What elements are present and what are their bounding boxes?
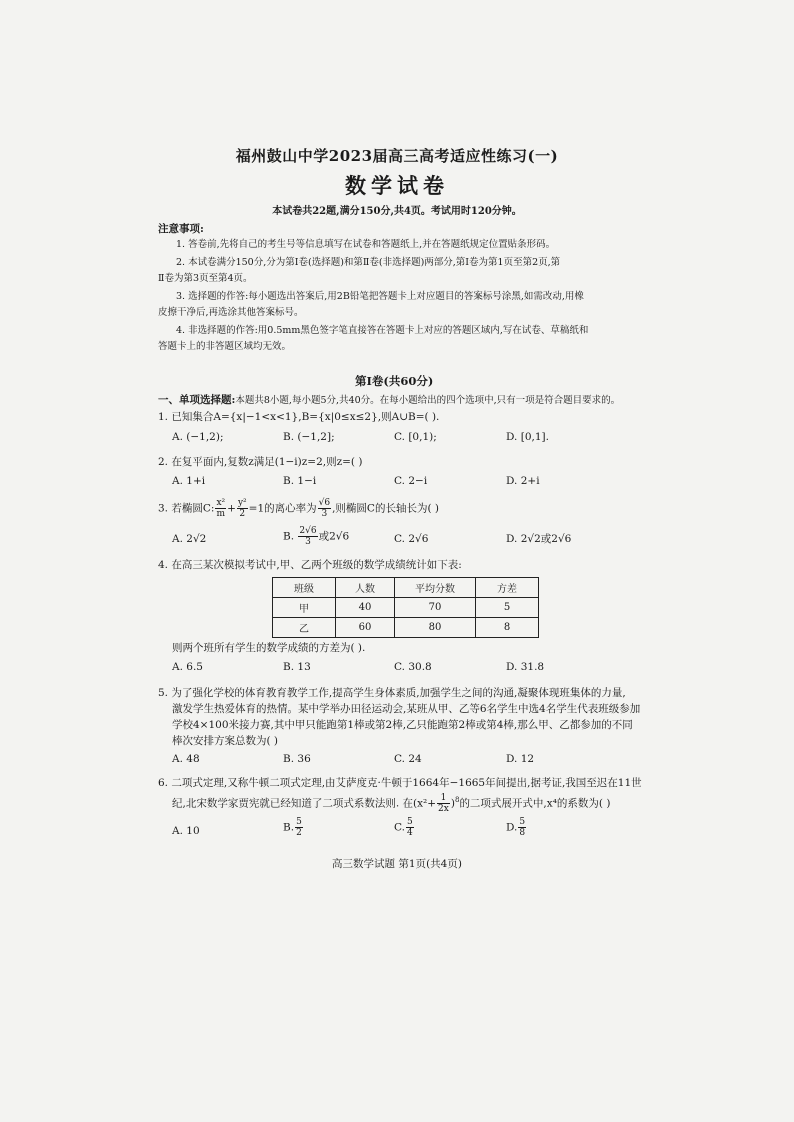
q5-option-a: A. 48: [172, 753, 200, 765]
q5-option-c: C. 24: [394, 753, 422, 765]
table-cell: 80: [395, 618, 476, 638]
table-cell: 70: [395, 598, 476, 618]
table-header: 平均分数: [395, 578, 476, 598]
table-row: [273, 598, 539, 618]
section-heading-text: 本题共8小题,每小题5分,共40分。在每小题给出的四个选项中,只有一项是符合题目要求的。: [235, 395, 621, 406]
q5-option-b: B. 36: [283, 753, 311, 765]
section-title: 第Ⅰ卷(共60分): [355, 374, 434, 388]
q2-option-c: C. 2−i: [394, 475, 428, 487]
q6-line: 纪,北宋数学家贾宪就已经知道了二项式系数法则. 在(x²+ $\frac{1}{2x}$ )$^8$的二项式展开式中,x⁴的系数为( ): [172, 793, 611, 814]
table-header: 人数: [336, 578, 395, 598]
q1-option-a: A. (−1,2);: [172, 431, 224, 443]
subject-title: 数学试卷: [345, 173, 449, 198]
note-item: 答题卡上的非答题区域均无效。: [158, 341, 292, 352]
q2-option-a: A. 1+i: [172, 475, 206, 487]
q3-option-a: A. 2√2: [172, 533, 207, 545]
table-row: [273, 618, 539, 638]
q1-option-c: C. [0,1);: [394, 431, 437, 443]
table-cell: 40: [336, 598, 395, 618]
q4-stem: 4. 在高三某次模拟考试中,甲、乙两个班级的数学成绩统计如下表:: [158, 559, 462, 571]
q4-option-b: B. 13: [283, 661, 311, 673]
note-item: 皮擦干净后,再选涂其他答案标号。: [158, 307, 304, 318]
q3-fraction-y: $\frac{\text{y²}}{2}$: [237, 498, 247, 519]
q6-line: 6. 二项式定理,又称牛顿二项式定理,由艾萨度克·牛顿于1664年−1665年间提出,据考证,我国至迟在11世: [158, 777, 642, 789]
q4-option-c: C. 30.8: [394, 661, 432, 673]
table-header-row: [273, 578, 539, 598]
exam-info: 本试卷共22题,满分150分,共4页。考试用时120分钟。: [272, 206, 522, 217]
note-item: 1. 答卷前,先将自己的考生号等信息填写在试卷和答题纸上,并在答题纸规定位置贴条形码。: [176, 239, 556, 250]
q6-option-d: D. $\frac{5}{8}$: [506, 817, 526, 838]
page-footer: 高三数学试题 第1页(共4页): [332, 858, 462, 870]
q4-option-a: A. 6.5: [172, 661, 203, 673]
q1-stem: 1. 已知集合A={x|−1<x<1},B={x|0≤x≤2},则A∪B=( ).: [158, 411, 440, 423]
table-header: 班级: [273, 578, 336, 598]
note-item: 3. 选择题的作答:每小题选出答案后,用2B铅笔把答题卡上对应题目的答案标号涂黑,如需改动,用橡: [176, 291, 584, 302]
note-item: 2. 本试卷满分150分,分为第Ⅰ卷(选择题)和第Ⅱ卷(非选择题)两部分,第Ⅰ卷为第1页至第2页,第: [176, 257, 561, 268]
q3-prefix: 3. 若椭圆C:: [158, 502, 215, 515]
table-cell: 5: [476, 598, 539, 618]
q1-option-d: D. [0,1].: [506, 431, 549, 443]
section-heading: [158, 393, 620, 408]
q6-option-b: B. $\frac{5}{2}$: [283, 817, 302, 838]
table-cell: 8: [476, 618, 539, 638]
q3-fraction-e: $\frac{√6}{3}$: [318, 498, 331, 519]
table-cell: 乙: [273, 618, 336, 638]
q6-option-a: A. 10: [172, 825, 200, 837]
q3-option-d: D. 2√2或2√6: [506, 533, 572, 545]
q5-line: 棒次安排方案总数为( ): [172, 735, 279, 747]
q2-option-b: B. 1−i: [283, 475, 317, 487]
note-item: Ⅱ卷为第3页至第4页。: [158, 273, 253, 284]
table-cell: 60: [336, 618, 395, 638]
q5-line: 激发学生热爱体育的热情。某中学举办田径运动会,某班从甲、乙等6名学生中选4名学生代表班级参加: [172, 703, 641, 715]
q2-option-d: D. 2+i: [506, 475, 540, 487]
note-item: 4. 非选择题的作答:用0.5mm黑色签字笔直接答在答题卡上对应的答题区域内,写在试卷、草稿纸和: [176, 325, 589, 336]
q5-line: 学校4×100米接力赛,其中甲只能跑第1棒或第2棒,乙只能跑第2棒或第4棒,那么甲、乙都参加的不同: [172, 719, 633, 731]
section-heading-label: 一、单项选择题:: [158, 394, 236, 406]
q2-stem: 2. 在复平面内,复数z满足(1−i)z=2,则z=( ): [158, 456, 363, 468]
table-cell: 甲: [273, 598, 336, 618]
q4-option-d: D. 31.8: [506, 661, 545, 673]
school-title: 福州鼓山中学2023届高三高考适应性练习(一): [235, 147, 559, 165]
q3-stem: 3. 若椭圆C: $\frac{\text{x²}}{m}$ + $\frac{\text{y²}}{2}$ =1的离心率为 $\frac{√6}{3}$ ,则椭圆C的长轴长为( ): [158, 498, 439, 519]
notes-heading: 注意事项:: [158, 223, 204, 235]
q3-fraction-x: $\frac{\text{x²}}{m}$: [216, 498, 226, 519]
q5-line: 5. 为了强化学校的体育教育教学工作,提高学生身体素质,加强学生之间的沟通,凝聚体现班集体的力量,: [158, 687, 626, 699]
q4-question: 则两个班所有学生的数学成绩的方差为( ).: [172, 642, 366, 654]
table-header: 方差: [476, 578, 539, 598]
q3-option-b: B. $\frac{2√6}{3}$ 或2√6: [283, 526, 350, 547]
q3-option-c: C. 2√6: [394, 533, 429, 545]
score-table: [272, 577, 539, 638]
q6-option-c: C. $\frac{5}{4}$: [394, 817, 413, 838]
q1-option-b: B. (−1,2];: [283, 431, 335, 443]
q5-option-d: D. 12: [506, 753, 535, 765]
